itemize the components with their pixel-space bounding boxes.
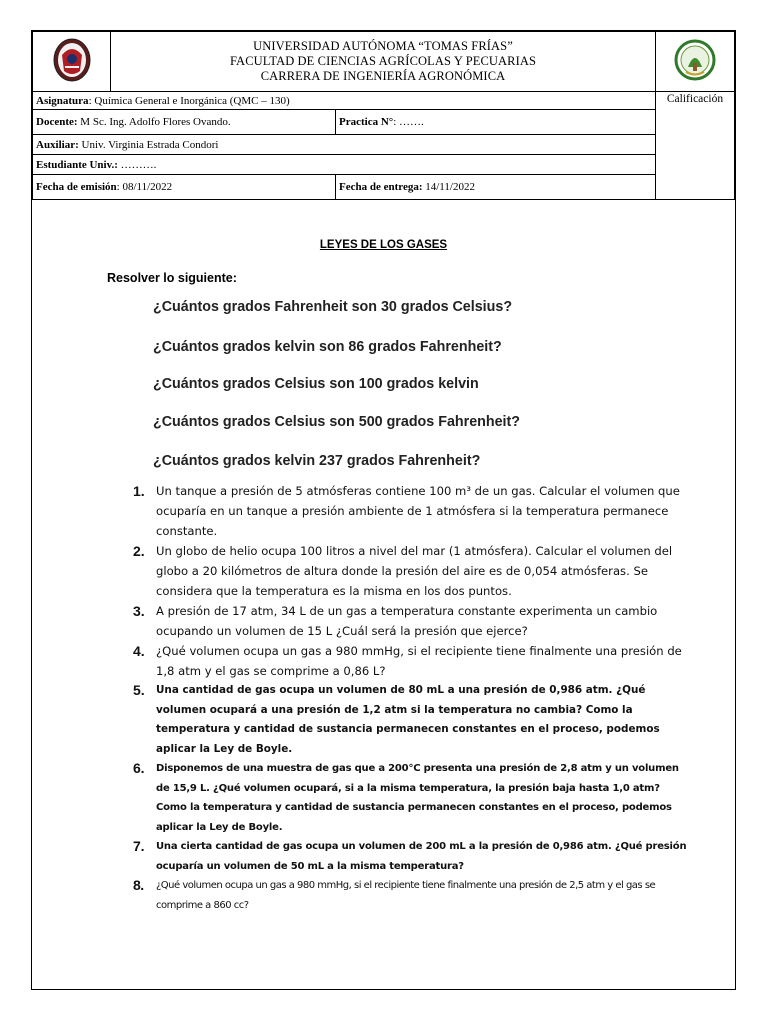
problem-text: Disponemos de una muestra de gas que a 200°C presenta una presión de 2,8 atm y un volumen de 15,9 L. ¿Qué volumen ocupará, si a la misma temperatura, la presión baja hasta 1,0 atm? Como la temperatura y cantidad de sustancia permanecen constantes en el proceso, podemos aplicar la Ley de Boyle. [156, 763, 679, 833]
conversion-question: ¿Cuántos grados kelvin 237 grados Fahrenheit? [153, 453, 481, 469]
conversion-question: ¿Cuántos grados kelvin son 86 grados Fahrenheit? [153, 339, 502, 355]
career-name: CARRERA DE INGENIERÍA AGRONÓMICA [260, 69, 506, 83]
conversion-question: ¿Cuántos grados Celsius son 500 grados Fahrenheit? [153, 414, 521, 430]
problem-number: 3. [133, 603, 145, 619]
faculty-seal-logo [674, 37, 716, 83]
institution-heading [111, 32, 656, 92]
problem-list [122, 481, 692, 915]
fecha-entrega-field: Fecha de entrega: 14/11/2022 [336, 175, 656, 200]
page-title: LEYES DE LOS GASES [319, 239, 448, 251]
docente-field: Docente: M Sc. Ing. Adolfo Flores Ovando. [33, 110, 336, 135]
problem-item [122, 837, 692, 876]
problem-item [122, 681, 692, 759]
instruction-text: Resolver lo siguiente: [107, 271, 237, 285]
problem-text: Un globo de helio ocupa 100 litros a nivel del mar (1 atmósfera). Calcular el volumen del globo a 20 kilómetros de altura donde la presión del aire es de 0,054 atmósferas. Se considera que la temperatura es la misma en los dos puntos. [156, 544, 673, 598]
problem-number: 8. [133, 877, 144, 893]
header-table [32, 31, 735, 200]
problem-text: A presión de 17 atm, 34 L de un gas a temperatura constante experimenta un cambio ocupando un volumen de 15 L ¿Cuál será la presión que ejerce? [156, 604, 658, 638]
problem-text: ¿Qué volumen ocupa un gas a 980 mmHg, si el recipiente tiene finalmente una presión de 1,8 atm y el gas se comprime a 0,86 L? [156, 644, 682, 678]
practica-field: Practica N°: ……. [336, 110, 656, 135]
problem-text: Una cierta cantidad de gas ocupa un volumen de 200 mL a la presión de 0,986 atm. ¿Qué presión ocuparía un volumen de 50 mL a la misma temperatura? [156, 841, 687, 872]
problem-number: 6. [133, 760, 145, 776]
problem-text: Una cantidad de gas ocupa un volumen de 80 mL a una presión de 0,986 atm. ¿Qué volumen ocupará a una presión de 1,2 atm si la temperatura no cambia? Como la temperatura y cantidad de sustancia permanecen constantes en el proceso, podemos aplicar la Ley de Boyle. [156, 684, 660, 755]
problem-item [122, 601, 692, 641]
faculty-logo-cell [656, 32, 735, 92]
university-logo-cell [33, 32, 111, 92]
problem-item [122, 759, 692, 837]
conversion-question: ¿Cuántos grados Celsius son 100 grados kelvin [153, 376, 479, 392]
problem-text: ¿Qué volumen ocupa un gas a 980 mmHg, si el recipiente tiene finalmente una presión de 2,5 atm y el gas se comprime a 860 cc? [156, 880, 656, 911]
university-name: UNIVERSIDAD AUTÓNOMA “TOMAS FRÍAS” [253, 39, 513, 53]
asignatura-field: Asignatura: Química General e Inorgánica (QMC – 130) [33, 92, 656, 110]
problem-number: 2. [133, 543, 145, 559]
problem-text: Un tanque a presión de 5 atmósferas contiene 100 m³ de un gas. Calcular el volumen que ocuparía en un tanque a presión ambiente de 1 atmósfera si la temperatura permanece constante. [156, 484, 680, 538]
faculty-name: FACULTAD DE CIENCIAS AGRÍCOLAS Y PECUARIAS [229, 54, 537, 68]
problem-number: 7. [133, 838, 145, 854]
conversion-question: ¿Cuántos grados Fahrenheit son 30 grados Celsius? [153, 299, 513, 315]
problem-item [122, 641, 692, 681]
problem-item [122, 876, 692, 915]
problem-item [122, 541, 692, 601]
problem-number: 5. [133, 682, 145, 698]
problem-number: 1. [133, 483, 145, 499]
university-seal-logo [52, 37, 92, 83]
estudiante-field: Estudiante Univ.: ………. [33, 155, 656, 175]
fecha-emision-field: Fecha de emisión: 08/11/2022 [33, 175, 336, 200]
calificacion-box: Calificación [656, 92, 735, 200]
auxiliar-field: Auxiliar: Univ. Virginia Estrada Condori [33, 135, 656, 155]
document-page [31, 30, 736, 990]
problem-item [122, 481, 692, 541]
problem-number: 4. [133, 643, 145, 659]
